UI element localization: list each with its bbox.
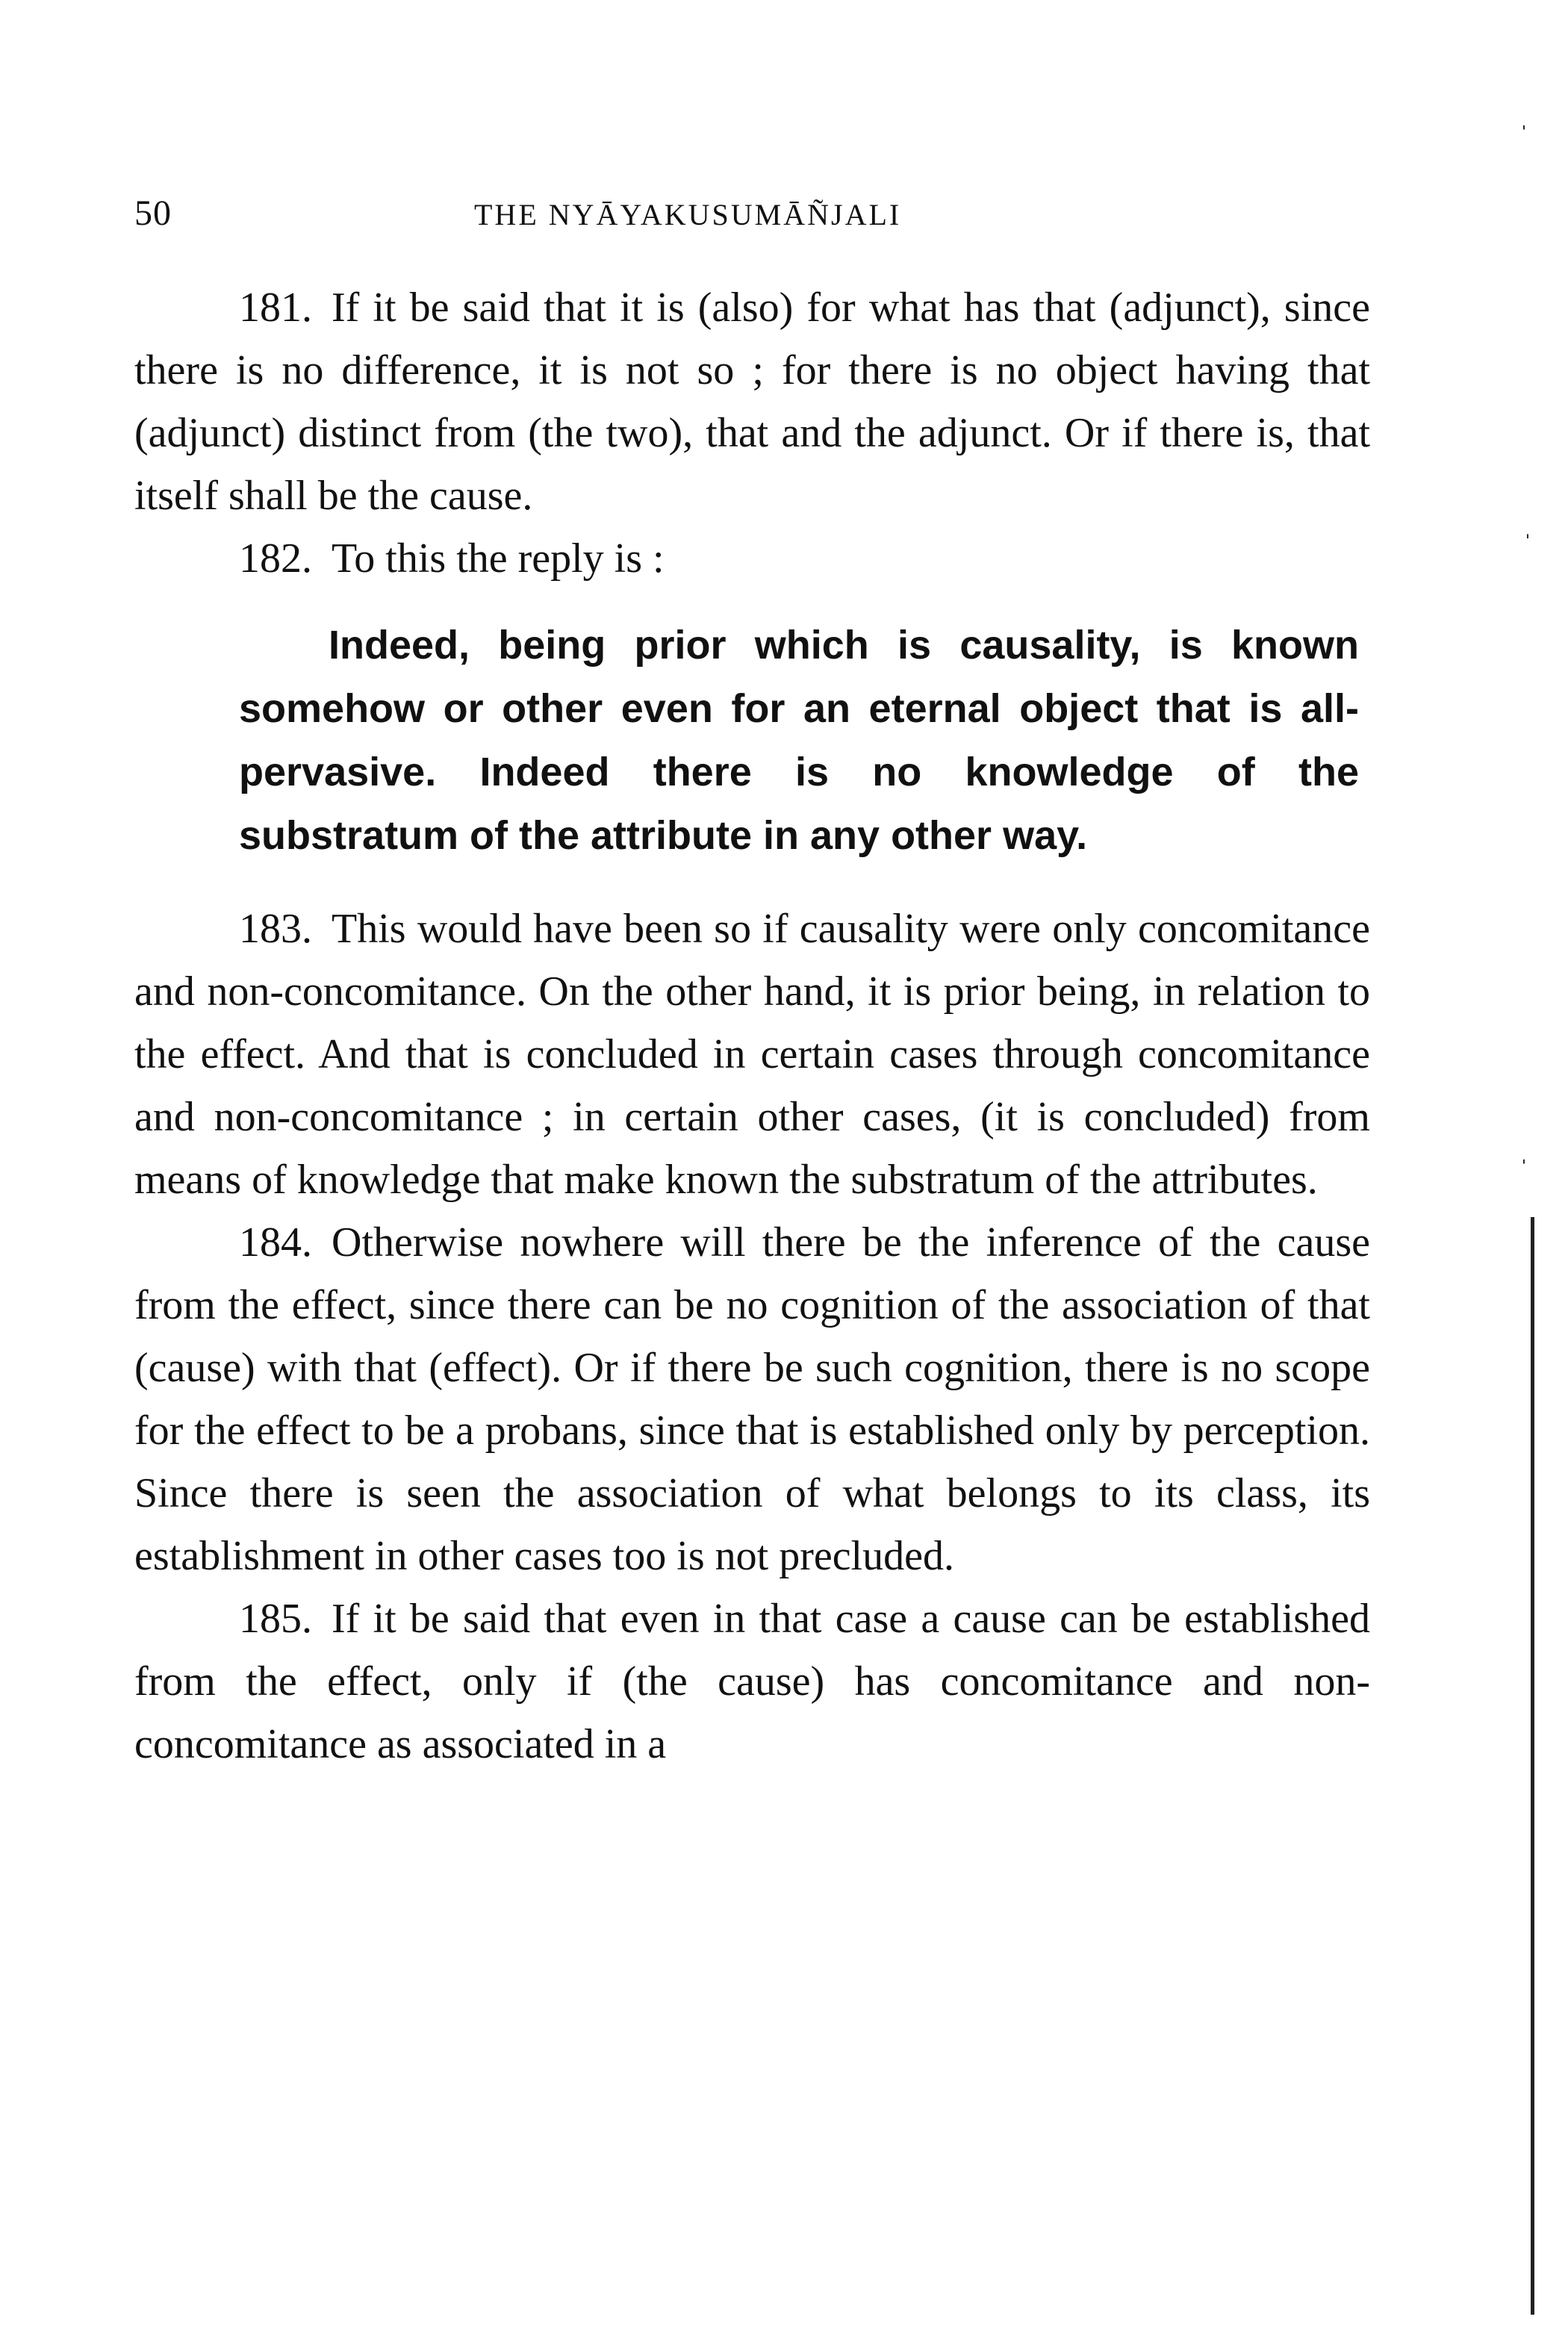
margin-speck: ˈ <box>1527 2181 1536 2211</box>
paragraph-text: This would have been so if causality were only concomitance and non-concomitance. On the other hand, it is prior being, in relation to the effect. And that is concluded in certain cases through concomitance and non-concomitance ; in certain other cases, (it is concluded) from means of knowledge that make known the substratum of the attributes. <box>134 906 1370 1203</box>
page-header <box>134 193 1374 245</box>
margin-speck: ˈ <box>1519 120 1528 150</box>
paragraph-184 <box>134 1211 1370 1587</box>
paragraph-number: 181. <box>239 284 312 331</box>
margin-speck: ˌ <box>1523 508 1532 538</box>
paragraph-text: If it be said that it is (also) for what has that (adjunct), since there is no difference, it is not so ; for there is no object having that (adjunct) distinct from (the two), that and the adjunct. Or if there is, that itself shall be the cause. <box>134 284 1370 519</box>
margin-speck: ˈ <box>1519 1154 1528 1184</box>
binding-edge-line <box>1531 1217 1534 2315</box>
verse-text: Indeed, being prior which is causality, is known somehow or other even for an eternal object that is all-pervasive. Indeed there is no knowledge of the substratum of the attribute in any other way. <box>239 623 1359 858</box>
paragraph-number: 183. <box>239 906 312 952</box>
paragraph-number: 182. <box>239 535 312 582</box>
body-text <box>134 276 1370 1776</box>
paragraph-183 <box>134 897 1370 1211</box>
paragraph-text: Otherwise nowhere will there be the inference of the cause from the effect, since there can be no cognition of the association of that (cause) with that (effect). Or if there be such cognition, there is no scope for the effect to be a probans, since that is established only by perception. Since there is seen the association of what belongs to its class, its establishment in other cases too is not precluded. <box>134 1219 1370 1579</box>
running-title: THE NYĀYAKUSUMĀÑJALI <box>474 198 902 231</box>
paragraph-185 <box>134 1587 1370 1776</box>
margin-speck: ˌ <box>1527 1703 1536 1733</box>
page-number: 50 <box>134 193 172 233</box>
paragraph-181 <box>134 276 1370 527</box>
paragraph-text: To this the reply is : <box>332 535 665 582</box>
paragraph-182 <box>134 527 1370 590</box>
paragraph-number: 184. <box>239 1219 312 1266</box>
paragraph-number: 185. <box>239 1596 312 1642</box>
paragraph-text: If it be said that even in that case a cause can be established from the effect, only if (the cause) has concomitance and non-concomitance as associated in a <box>134 1596 1370 1767</box>
verse-block <box>239 614 1359 868</box>
